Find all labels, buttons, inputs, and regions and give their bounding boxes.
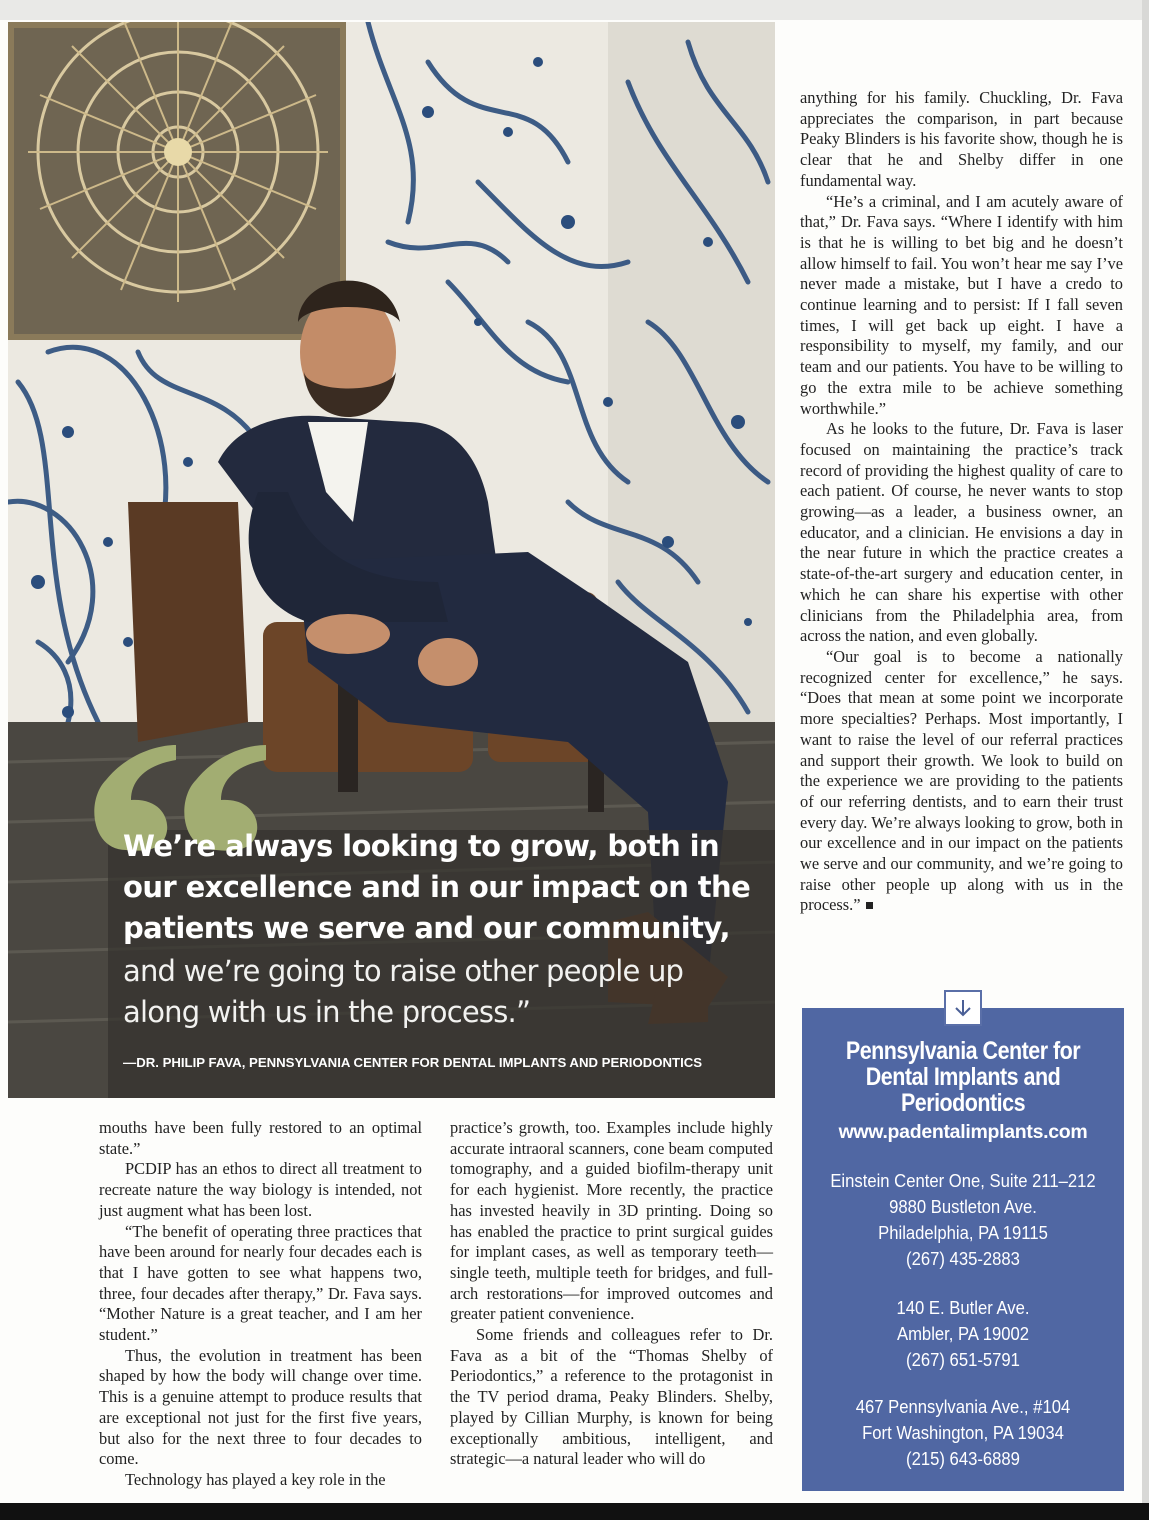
address-line: Philadelphia, PA 19115 bbox=[878, 1222, 1048, 1243]
practice-name-line: Dental Implants and bbox=[865, 1063, 1061, 1091]
down-arrow-icon bbox=[944, 990, 982, 1026]
text-column-right bbox=[800, 88, 1123, 916]
text-column-left bbox=[99, 1118, 422, 1491]
paragraph-last bbox=[800, 647, 1123, 916]
quote-line: along with us in the process.” bbox=[123, 995, 531, 1029]
text-column-middle bbox=[450, 1118, 773, 1470]
practice-info-box bbox=[802, 1008, 1124, 1491]
paragraph: “The benefit of operating three practices that have been around for nearly four decades each is that I have gotten to see what happens two, three, four decades after therapy,” Dr. Fava says. “Mother Nature is a great teacher, and I am her student.” bbox=[99, 1221, 422, 1345]
bottom-bar bbox=[0, 1503, 1149, 1520]
paragraph: Technology has played a key role in the bbox=[125, 1469, 386, 1489]
paragraph: “He’s a criminal, and I am acutely aware of that,” Dr. Fava says. “Where I identify with him is that he is willing to bet big and he doesn’t allow himself to fail. You won’t hear me say I’ve never made a mistake, but I have a credo to continue learning and to persist: If I fall seven times, I will get back up eight. I have a responsibility to myself, my family, and our team and our patients. You have to be willing to go the extra mile to be achieve something worthwhile.” bbox=[800, 191, 1123, 418]
paragraph: PCDIP has an ethos to direct all treatment to recreate nature the way biology is intended, not just augment what has been lost. bbox=[99, 1159, 422, 1220]
down-arrow-glyph bbox=[952, 997, 974, 1019]
address-line: 9880 Bustleton Ave. bbox=[889, 1196, 1037, 1217]
phone-number: (267) 435-2883 bbox=[906, 1248, 1020, 1269]
paragraph: practice’s growth, too. Examples include highly accurate intraoral scanners, cone beam computed tomography, and a guided biofilm-therapy unit for each hygienist. More recently, the practice has invested heavily in 3D printing. Doing so has enabled the practice to print surgical guides for implant cases, as well as temporary teeth—single teeth, multiple teeth for bridges, and full-arch restorations—for improved outcomes and greater patient convenience. bbox=[450, 1118, 773, 1324]
address-line: Einstein Center One, Suite 211–212 bbox=[830, 1170, 1096, 1191]
paragraph: mouths have been fully restored to an optimal state.” bbox=[99, 1118, 422, 1158]
quote-line: patients we serve and our community, bbox=[123, 911, 730, 945]
practice-name-line: Pennsylvania Center for bbox=[845, 1037, 1081, 1065]
paragraph: As he looks to the future, Dr. Fava is laser focused on maintaining the practice’s track record of providing the highest quality of care to each patient. Of course, he never wants to stop growing—as a leader, a business owner, an educator, and a clinician. He envisions a day in the near future in which the practice creates a state-of-the-art surgery and education center, in which he can share his expertise with other clinicians from the Philadelphia area, from across the nation, and even globally. bbox=[800, 419, 1123, 646]
address-line: 467 Pennsylvania Ave., #104 bbox=[855, 1396, 1071, 1417]
location-einstein bbox=[818, 1168, 1108, 1272]
pull-quote-light bbox=[123, 951, 753, 1033]
practice-name bbox=[825, 1038, 1102, 1116]
quote-line: We’re always looking to grow, both in bbox=[123, 829, 720, 863]
end-mark-icon bbox=[866, 902, 873, 909]
phone-number: (267) 651-5791 bbox=[906, 1349, 1020, 1370]
quote-attribution: —DR. PHILIP FAVA, PENNSYLVANIA CENTER FOR DENTAL IMPLANTS AND PERIODONTICS bbox=[123, 1055, 703, 1070]
location-ambler bbox=[818, 1295, 1108, 1373]
page-edge bbox=[1142, 0, 1149, 1503]
practice-website-link[interactable]: www.padentalimplants.com bbox=[838, 1121, 1088, 1143]
practice-name-line: Periodontics bbox=[900, 1089, 1026, 1117]
paragraph: Some friends and colleagues refer to Dr. Fava as a bit of the “Thomas Shelby of Periodontics,” a reference to the protagonist in the TV period drama, Peaky Blinders. Shelby, played by Cillian Murphy, is known for being exceptionally ambitious, intelligent, and strategic—a natural leader who will do bbox=[450, 1325, 773, 1469]
pull-quote-bold bbox=[123, 826, 753, 949]
location-fort-washington bbox=[818, 1394, 1108, 1472]
top-edge bbox=[0, 0, 1149, 20]
phone-number: (215) 643-6889 bbox=[906, 1448, 1020, 1469]
address-line: Fort Washington, PA 19034 bbox=[862, 1422, 1064, 1443]
paragraph-text: “Our goal is to become a nationally recognized center for excellence,” he says. “Does that mean at some point we incorporate more specialties? Perhaps. Most importantly, I want to raise the level of our referral practices and support their growth. We look to build on the experience we are providing to the patients of our referring dentists, and to earn their trust every day. We’re always looking to grow, both in our excellence and in our impact on the patients we serve and our community, and we’re going to raise other people up along with us in the process.” bbox=[800, 646, 1123, 915]
address-line: Ambler, PA 19002 bbox=[896, 1323, 1030, 1344]
paragraph: anything for his family. Chuckling, Dr. Fava appreciates the comparison, in part because Peaky Blinders is his favorite show, though he is clear that he and Shelby differ in one fundamental way. bbox=[800, 88, 1123, 190]
quote-line: our excellence and in our impact on the bbox=[123, 870, 751, 904]
paragraph: Thus, the evolution in treatment has been shaped by how the body will change over time. This is a genuine attempt to produce results that are exceptional not just for the first five years, but also for the next three to four decades to come. bbox=[99, 1345, 422, 1469]
address-line: 140 E. Butler Ave. bbox=[896, 1297, 1030, 1318]
quote-line: and we’re going to raise other people up bbox=[123, 954, 684, 988]
